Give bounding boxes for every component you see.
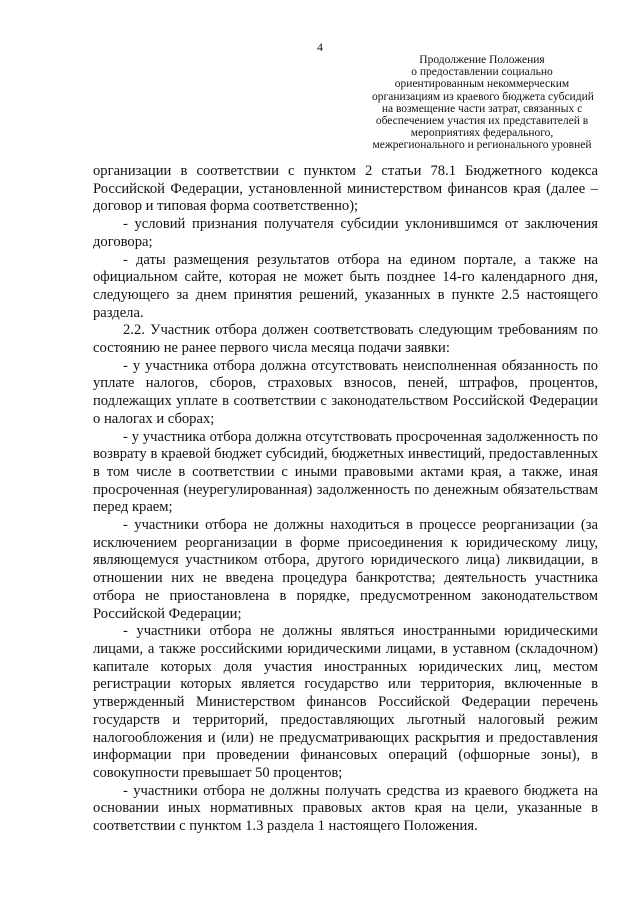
header-line: мероприятиях федерального, xyxy=(410,127,554,140)
header-line: Продолжение Положения xyxy=(419,54,545,66)
header-line: организациям из краевого бюджета субсидий xyxy=(372,90,594,103)
header-line: ориентированным некоммерческим xyxy=(394,78,570,91)
paragraph: организации в соответствии с пунктом 2 статьи 78.1 Бюджетного кодекса Российской Федерации, установленной министерством финансов края (далее – договор и типовая форма соответственно); xyxy=(93,163,598,215)
paragraph: - участники отбора не должны являться иностранными юридическими лицами, а также российскими юридическими лицами, в уставном (складочном) капитале которых доля участия иностранных юридических лиц, местом регистрации которых является государство или территория, включенные в утвержденный Министерством финансов Российской Федерации перечень государств и территорий, предоставляющих льготный налоговый режим налогообложения и (или) не предусматривающих раскрытия и предоставления информации при проведении финансовых операций (офшорные зоны), в совокупности превышает 50 процентов; xyxy=(93,623,598,781)
paragraph: - у участника отбора должна отсутствовать неисполненная обязанность по уплате налогов, сборов, страховых взносов, пеней, штрафов, процентов, подлежащих уплате в соответствии с законодательством Российской Федерации о налогах и сборах; xyxy=(93,357,598,427)
document-header xyxy=(372,54,592,152)
header-line: межрегионального и регионального уровней xyxy=(372,139,592,152)
page-number: 4 xyxy=(317,40,323,54)
document-body xyxy=(93,163,598,836)
header-line: на возмещение части затрат, связанных с xyxy=(381,102,583,115)
paragraph: - условий признания получателя субсидии уклонившимся от заключения договора; xyxy=(93,216,598,250)
header-line: обеспечением участия их представителей в xyxy=(375,115,589,128)
paragraph: - у участника отбора должна отсутствовать просроченная задолженность по возврату в краевой бюджет субсидий, бюджетных инвестиций, предоставленных в том числе в соответствии с иными правовыми актами края, а также, иная просроченная (неурегулированная) задолженность по денежным обязательствам перед краем; xyxy=(93,428,598,516)
paragraph: - участники отбора не должны получать средства из краевого бюджета на основании иных нормативных правовых актов края на цели, указанные в соответствии с пунктом 1.3 раздела 1 настоящего Положения. xyxy=(93,782,598,835)
paragraph: - участники отбора не должны находиться в процессе реорганизации (за исключением реорганизации в форме присоединения к юридическому лицу, являющемуся участником отбора, другого юридического лица) ликвидации, в отношении них не введена процедура банкротства; деятельность участника отбора не приостановлена в порядке, предусмотренном законодательством Российской Федерации; xyxy=(93,517,598,622)
paragraph: - даты размещения результатов отбора на едином портале, а также на официальном сайте, которая не может быть позднее 14-го календарного дня, следующего за днем принятия решений, указанных в пункте 2.5 настоящего раздела. xyxy=(93,251,598,321)
paragraph: 2.2. Участник отбора должен соответствовать следующим требованиям по состоянию не ранее первого числа месяца подачи заявки: xyxy=(93,322,598,357)
header-line: о предоставлении социально xyxy=(411,66,553,79)
